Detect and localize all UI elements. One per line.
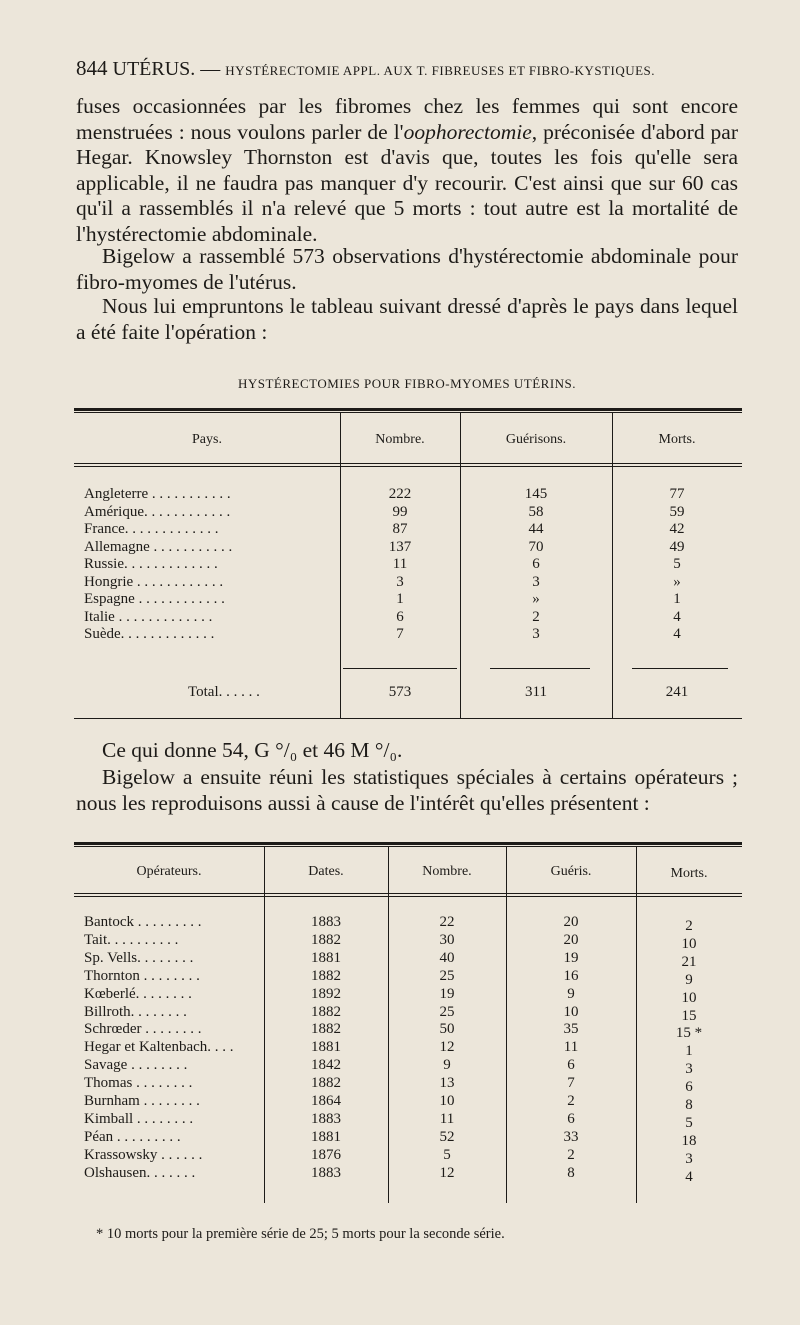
table-1-cell-pays: Suède. . . . . . . . . . . . . [84, 626, 215, 642]
table-2-cell-operateur: Burnham . . . . . . . . [84, 1093, 200, 1109]
table-2-cell-morts: 3 [685, 1061, 693, 1078]
table-2-cell-operateur: Schrœder . . . . . . . . [84, 1021, 202, 1038]
table-2-cell-date: 1864 [311, 1093, 341, 1109]
table-1-cell-morts: 77 [669, 486, 685, 502]
table-2-cell-nombre: 25 [439, 967, 455, 984]
footnote: * 10 morts pour la première série de 25; 5 morts pour la seconde série. [96, 1226, 505, 1242]
table-1-cell-nombre: 7 [396, 626, 404, 642]
table-1-cell-pays: Russie. . . . . . . . . . . . . [84, 556, 218, 572]
section-title: HYSTÉRECTOMIE APPL. AUX T. FIBREUSES ET FIBRO-KYSTIQUES. [225, 63, 656, 78]
table-2-cell-date: 1892 [311, 985, 341, 1002]
table-2-cell-nombre: 40 [439, 949, 455, 966]
table-1-top-rule-thin [74, 412, 742, 413]
table-2-cell-morts: 6 [685, 1079, 693, 1096]
table-1-cell-nombre: 11 [392, 556, 408, 572]
table-1-cell-guerisons: 145 [524, 486, 548, 502]
table-2-cell-nombre: 12 [439, 1039, 455, 1056]
table-1-header-morts: Morts. [658, 432, 696, 447]
table-1-top-rule [74, 408, 742, 411]
table-2-header-gueris: Guéris. [550, 864, 592, 879]
table-2-header-dates: Dates. [308, 864, 344, 879]
table-2-cell-date: 1883 [311, 914, 341, 930]
table-1-cell-guerisons: 3 [532, 573, 540, 590]
table-2-cell-morts: 8 [685, 1097, 693, 1113]
table-2-cell-morts: 15 [681, 1007, 697, 1024]
table-2-cell-operateur: Billroth. . . . . . . . [84, 1003, 187, 1020]
table-1-cell-morts: 5 [673, 556, 681, 572]
table-1-header-guerisons: Guérisons. [505, 432, 567, 447]
table-2-cell-operateur: Olshausen. . . . . . . [84, 1164, 196, 1181]
table-2-cell-morts: 18 [681, 1132, 697, 1149]
table-2-cell-date: 1881 [311, 1128, 341, 1145]
table-2-cell-gueris: 2 [567, 1093, 575, 1109]
table-1-cell-morts: 49 [669, 538, 685, 555]
table-1-cell-guerisons: » [532, 591, 540, 607]
table-1-cell-guerisons: 3 [532, 626, 540, 642]
table-1-cell-nombre: 6 [396, 608, 404, 625]
table-1-cell-morts: 42 [669, 521, 685, 537]
table-2-cell-operateur: Péan . . . . . . . . . [84, 1128, 181, 1145]
table-1-title: HYSTÉRECTOMIES POUR FIBRO-MYOMES UTÉRINS. [237, 376, 577, 391]
table-2-cell-nombre: 50 [439, 1021, 455, 1038]
table-2-top-rule-thin [74, 846, 742, 847]
table-2-cell-nombre: 25 [439, 1003, 455, 1020]
table-1-total-rule-1 [343, 668, 457, 669]
table-2-cell-operateur: Kœberlé. . . . . . . . [84, 985, 192, 1002]
table-1-header-nombre: Nombre. [375, 432, 425, 447]
table-1-cell-guerisons: 6 [532, 556, 540, 572]
table-1-cell-nombre: 1 [396, 591, 404, 607]
table-2-cell-date: 1882 [311, 1003, 341, 1020]
table-2-cell-operateur: Kimball . . . . . . . . [84, 1110, 194, 1127]
table-2-cell-gueris: 20 [563, 914, 579, 930]
table-2-header-morts: Morts. [670, 866, 708, 881]
table-1-total-guerisons: 311 [525, 684, 547, 700]
table-1-bottom-rule [74, 718, 742, 719]
table-2-cell-nombre: 13 [439, 1075, 455, 1092]
table-2-cell-gueris: 2 [567, 1146, 575, 1163]
table-2-cell-morts: 10 [681, 935, 697, 952]
table-1-cell-nombre: 222 [388, 486, 412, 502]
page-number: 844 [76, 56, 108, 80]
table-2-cell-gueris: 16 [563, 967, 579, 984]
paragraph-1-text-b: , préconisée d'abord par Hegar. Knowsley Thornston est d'avis que, toutes les fois qu'elle sera applicable, il ne faudra pas manquer d'y recourir. C'est ainsi que sur 60 cas qu'il a rassemblés il n'a relevé que 5 morts : tout autre est la mortalité de l'hystérectomie abdominale. [76, 119, 739, 246]
table-2-cell-date: 1882 [311, 967, 341, 984]
table-2-cell-nombre: 12 [439, 1164, 455, 1181]
table-2-cell-gueris: 33 [563, 1128, 579, 1145]
table-1-cell-morts: 4 [673, 626, 681, 642]
table-2-cell-gueris: 20 [563, 931, 579, 948]
table-1-cell-pays: Angleterre . . . . . . . . . . . [84, 486, 231, 502]
table-2-cell-date: 1876 [311, 1146, 341, 1163]
table-1-total-nombre: 573 [388, 684, 412, 700]
table-2-cell-operateur: Thornton . . . . . . . . [84, 967, 200, 984]
table-2-cell-morts: 5 [685, 1114, 693, 1131]
table-2-cell-morts: 2 [685, 918, 693, 934]
table-2-cell-date: 1882 [311, 1075, 341, 1092]
table-2-cell-date: 1883 [311, 1110, 341, 1127]
table-1-total-label: Total. . . . . . [188, 684, 260, 700]
table-1-cell-morts: 59 [669, 503, 685, 520]
table-2-cell-date: 1881 [311, 1039, 341, 1056]
table-2-header-rule-2 [74, 896, 742, 897]
table-1-cell-pays: Amérique. . . . . . . . . . . . [84, 503, 231, 520]
table-2-cell-operateur: Bantock . . . . . . . . . [84, 914, 202, 930]
table-2-cell-nombre: 10 [439, 1093, 455, 1109]
running-head [76, 56, 736, 81]
table-1-cell-pays: Hongrie . . . . . . . . . . . . [84, 573, 224, 590]
table-2-cell-morts: 9 [685, 971, 693, 988]
table-2-cell-gueris: 19 [563, 949, 579, 966]
table-2-cell-nombre: 22 [439, 914, 455, 930]
paragraph-5: Bigelow a ensuite réuni les statistiques spéciales à certains opérateurs ; nous les reproduisons aussi à cause de l'intérêt qu'elles présentent : [76, 765, 738, 815]
table-1-cell-pays: Allemagne . . . . . . . . . . . [84, 538, 233, 555]
table-2-cell-nombre: 52 [439, 1128, 455, 1145]
table-2-cell-operateur: Thomas . . . . . . . . [84, 1075, 193, 1092]
table-1-cell-pays: Espagne . . . . . . . . . . . . [84, 591, 225, 607]
table-1-total-rule-3 [632, 668, 728, 669]
table-1-total-morts: 241 [665, 684, 689, 700]
table-1-cell-nombre: 3 [396, 573, 404, 590]
table-2-cell-gueris: 7 [567, 1075, 575, 1092]
paragraph-3: Nous lui empruntons le tableau suivant dressé d'après le pays dans lequel a été faite l'opération : [76, 294, 738, 344]
table-2-cell-gueris: 35 [563, 1021, 579, 1038]
table-2-cell-date: 1883 [311, 1164, 341, 1181]
table-2-cell-nombre: 19 [439, 985, 455, 1002]
table-2-cell-operateur: Tait. . . . . . . . . . [84, 931, 179, 948]
paragraph-2: Bigelow a rassemblé 573 observations d'hystérectomie abdominale pour fibro-myomes de l'utérus. [76, 244, 738, 294]
table-2-cell-gueris: 6 [567, 1110, 575, 1127]
table-1-cell-morts: 4 [673, 608, 681, 625]
paragraph-4: Ce qui donne 54, G °/₀ et 46 M °/₀. [102, 738, 403, 762]
table-2-cell-gueris: 6 [567, 1057, 575, 1074]
table-1-cell-morts: » [673, 573, 681, 590]
table-1-total-rule-2 [490, 668, 590, 669]
table-1-header-rule-2 [74, 466, 742, 467]
table-2-cell-gueris: 10 [563, 1003, 579, 1020]
table-1-cell-pays: France. . . . . . . . . . . . . [84, 521, 219, 537]
table-2-cell-operateur: Hegar et Kaltenbach. . . . [84, 1039, 234, 1056]
table-2-cell-operateur: Savage . . . . . . . . [84, 1057, 188, 1074]
table-1-cell-guerisons: 2 [532, 608, 540, 625]
table-2-header-operateurs: Opérateurs. [136, 864, 202, 879]
table-2-cell-morts: 1 [685, 1043, 693, 1060]
table-2-cell-gueris: 9 [567, 985, 575, 1002]
paragraph-1 [76, 94, 738, 247]
table-2-cell-nombre: 11 [439, 1110, 455, 1127]
table-2-cell-nombre: 5 [443, 1146, 451, 1163]
table-2-cell-gueris: 8 [567, 1164, 575, 1181]
table-2-cell-morts: 10 [681, 989, 697, 1006]
table-2-cell-morts: 3 [685, 1150, 693, 1167]
table-2-cell-gueris: 11 [563, 1039, 579, 1056]
table-1-cell-nombre: 87 [392, 521, 408, 537]
table-2-cell-date: 1881 [311, 949, 341, 966]
table-2-header-rule [74, 893, 742, 894]
table-1-cell-guerisons: 58 [528, 503, 544, 520]
table-2-cell-date: 1882 [311, 1021, 341, 1038]
table-2-cell-morts: 15 * [675, 1025, 703, 1042]
table-2-cell-morts: 21 [681, 953, 697, 970]
table-2-cell-operateur: Krassowsky . . . . . . [84, 1146, 203, 1163]
table-2-top-rule [74, 842, 742, 845]
table-2-cell-operateur: Sp. Vells. . . . . . . . [84, 949, 194, 966]
table-2-cell-nombre: 9 [443, 1057, 451, 1074]
table-2-cell-date: 1842 [311, 1057, 341, 1074]
table-2-header-nombre: Nombre. [422, 864, 472, 879]
table-1-header-pays: Pays. [192, 432, 222, 447]
table-1-cell-nombre: 137 [388, 538, 412, 555]
table-1-cell-guerisons: 44 [528, 521, 544, 537]
table-2-cell-morts: 4 [685, 1168, 693, 1185]
table-1-cell-guerisons: 70 [528, 538, 544, 555]
table-1-cell-morts: 1 [673, 591, 681, 607]
table-1-cell-nombre: 99 [392, 503, 408, 520]
table-1-cell-pays: Italie . . . . . . . . . . . . . [84, 608, 213, 625]
table-2-cell-date: 1882 [311, 931, 341, 948]
paragraph-1-text-a: fuses occasionnées par les fibromes chez les femmes qui sont encore menstruées : nous voulons parler de l' [76, 94, 738, 144]
paragraph-1-emphasis: oophorectomie [403, 119, 532, 144]
chapter-title: UTÉRUS. — [112, 58, 221, 80]
table-2-cell-nombre: 30 [439, 931, 455, 948]
table-1-header-rule [74, 463, 742, 464]
